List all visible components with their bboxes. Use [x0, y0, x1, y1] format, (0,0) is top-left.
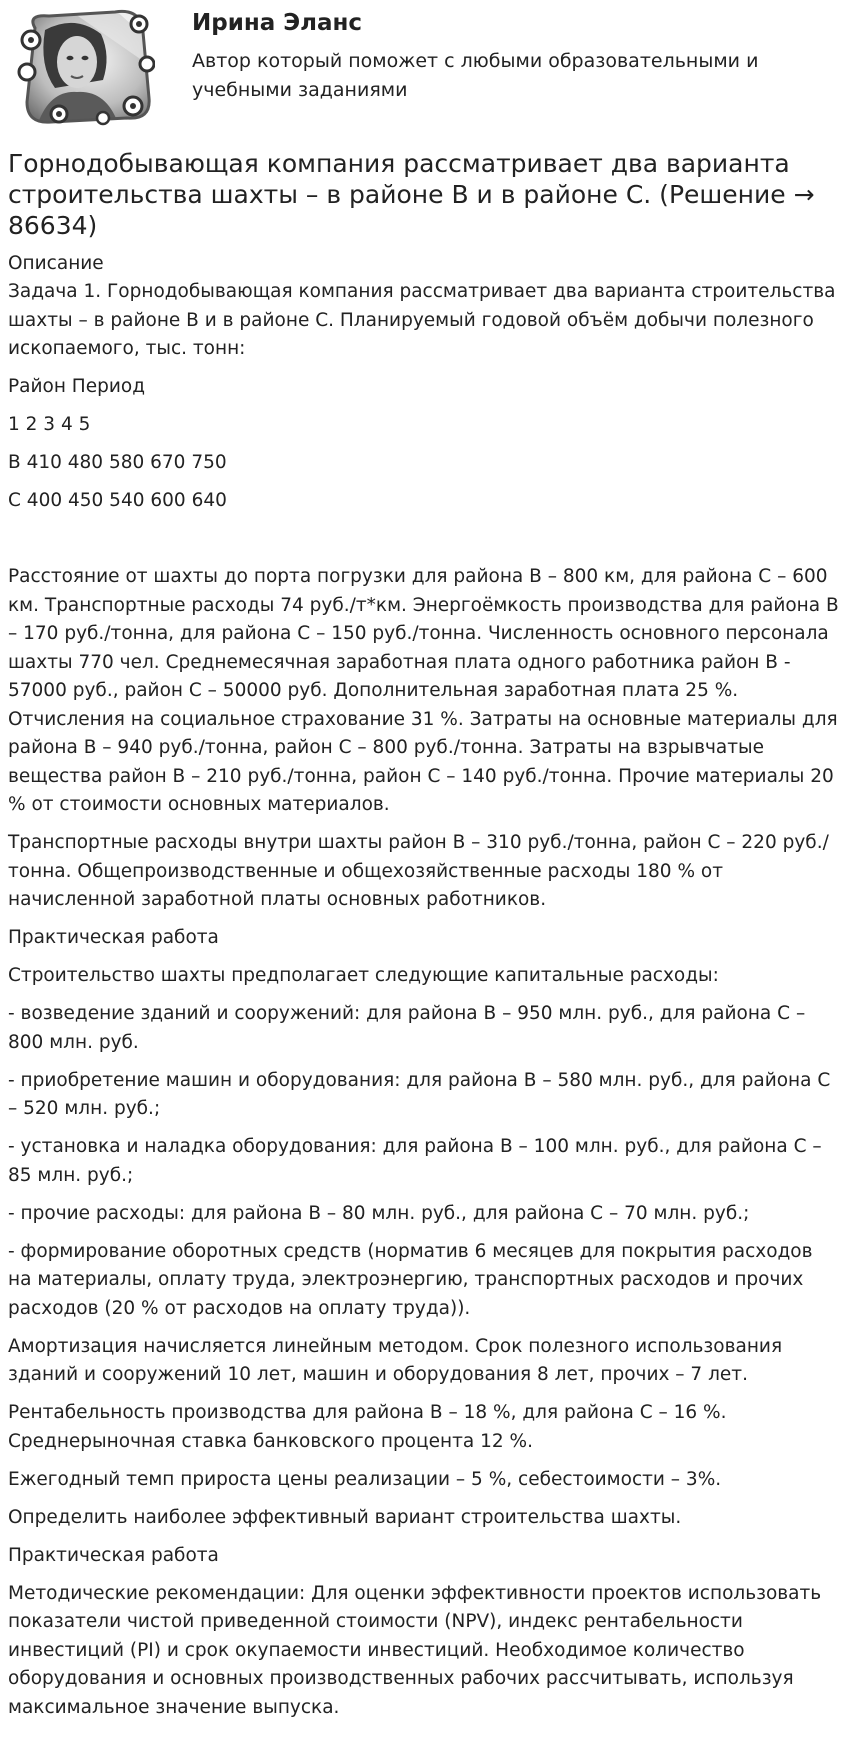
author-block: [8, 0, 839, 138]
paragraph: - прочие расходы: для района В – 80 млн. руб., для района С – 70 млн. руб.;: [8, 1202, 750, 1224]
author-avatar[interactable]: [15, 6, 155, 126]
paragraph: Задача 1. Горнодобывающая компания рассматривает два варианта строительства шахты – в районе В и в районе С. Планируемый годовой объём добычи полезного ископаемого, тыс. тонн:: [8, 281, 836, 359]
paragraph: В 410 480 580 670 750: [8, 452, 227, 473]
task-body: [8, 563, 839, 1722]
paragraph: Расстояние от шахты до порта погрузки для района В – 800 км, для района С – 600 км. Транспортные расходы 74 руб./т*км. Энергоёмкость производства для района В – 170 руб./тонна, для района С – 150 руб./тонна. Численность основного персонала шахты 770 чел. Среднемесячная заработная плата одного работника район В - 57000 руб., район С – 50000 руб. Дополнительная заработная плата 25 %. Отчисления на социальное страхование 31 %. Затраты на основные материалы для района В – 940 руб./тонна, район С – 800 руб./тонна. Затраты на взрывчатые вещества район В – 210 руб./тонна, район С – 140 руб./тонна. Прочие материалы 20 % от стоимости основных материалов.: [8, 566, 839, 815]
paragraph: Определить наиболее эффективный вариант строительства шахты.: [8, 1506, 682, 1528]
paragraph: - возведение зданий и сооружений: для района В – 950 млн. руб., для района С – 800 млн. руб.: [8, 1003, 806, 1053]
paragraph: Ежегодный темп прироста цены реализации – 5 %, себестоимости – 3%.: [8, 1468, 722, 1490]
paragraph: Район Период: [8, 376, 145, 397]
paragraph: - установка и наладка оборудования: для района В – 100 млн. руб., для района С – 85 млн. руб.;: [8, 1136, 822, 1186]
paragraph: Практическая работа: [8, 1544, 219, 1566]
spacer: [8, 525, 839, 563]
paragraph: - приобретение машин и оборудования: для района В – 580 млн. руб., для района С – 520 млн. руб.;: [8, 1069, 831, 1119]
paragraph: Рентабельность производства для района В – 18 %, для района С – 16 %. Среднерыночная ставка банковского процента 12 %.: [8, 1402, 727, 1452]
task-intro: [8, 278, 839, 516]
paragraph: Транспортные расходы внутри шахты район В – 310 руб./тонна, район С – 220 руб./тонна. Общепроизводственные и общехозяйственные расходы 180 % от начисленной заработной платы основных работников.: [8, 832, 829, 910]
author-description: Автор который поможет с любыми образовательными и учебными заданиями: [192, 50, 759, 101]
paragraph: Методические рекомендации: Для оценки эффективности проектов использовать показатели чистой приведенной стоимости (NPV), индекс рентабельности инвестиций (PI) и срок окупаемости инвестиций. Необходимое количество оборудования и основных производственных рабочих рассчитывать, используя максимальное значение выпуска.: [8, 1582, 822, 1718]
paragraph: Амортизация начисляется линейным методом. Срок полезного использования зданий и сооружений 10 лет, машин и оборудования 8 лет, прочих – 7 лет.: [8, 1335, 783, 1385]
description-label: Описание: [8, 253, 104, 274]
paragraph: Практическая работа: [8, 927, 219, 948]
paragraph: - формирование оборотных средств (норматив 6 месяцев для покрытия расходов на материалы, оплату труда, электроэнергию, транспортных расходов и прочих расходов (20 % от расходов на оплату труда)).: [8, 1240, 813, 1319]
paragraph: Строительство шахты предполагает следующие капитальные расходы:: [8, 965, 719, 986]
paragraph: С 400 450 540 600 640: [8, 490, 227, 511]
paragraph: 1 2 3 4 5: [8, 414, 91, 435]
author-name[interactable]: Ирина Эланс: [192, 10, 363, 36]
page-title: Горнодобывающая компания рассматривает два варианта строительства шахты – в районе В и в районе С. (Решение → 86634): [8, 149, 815, 240]
